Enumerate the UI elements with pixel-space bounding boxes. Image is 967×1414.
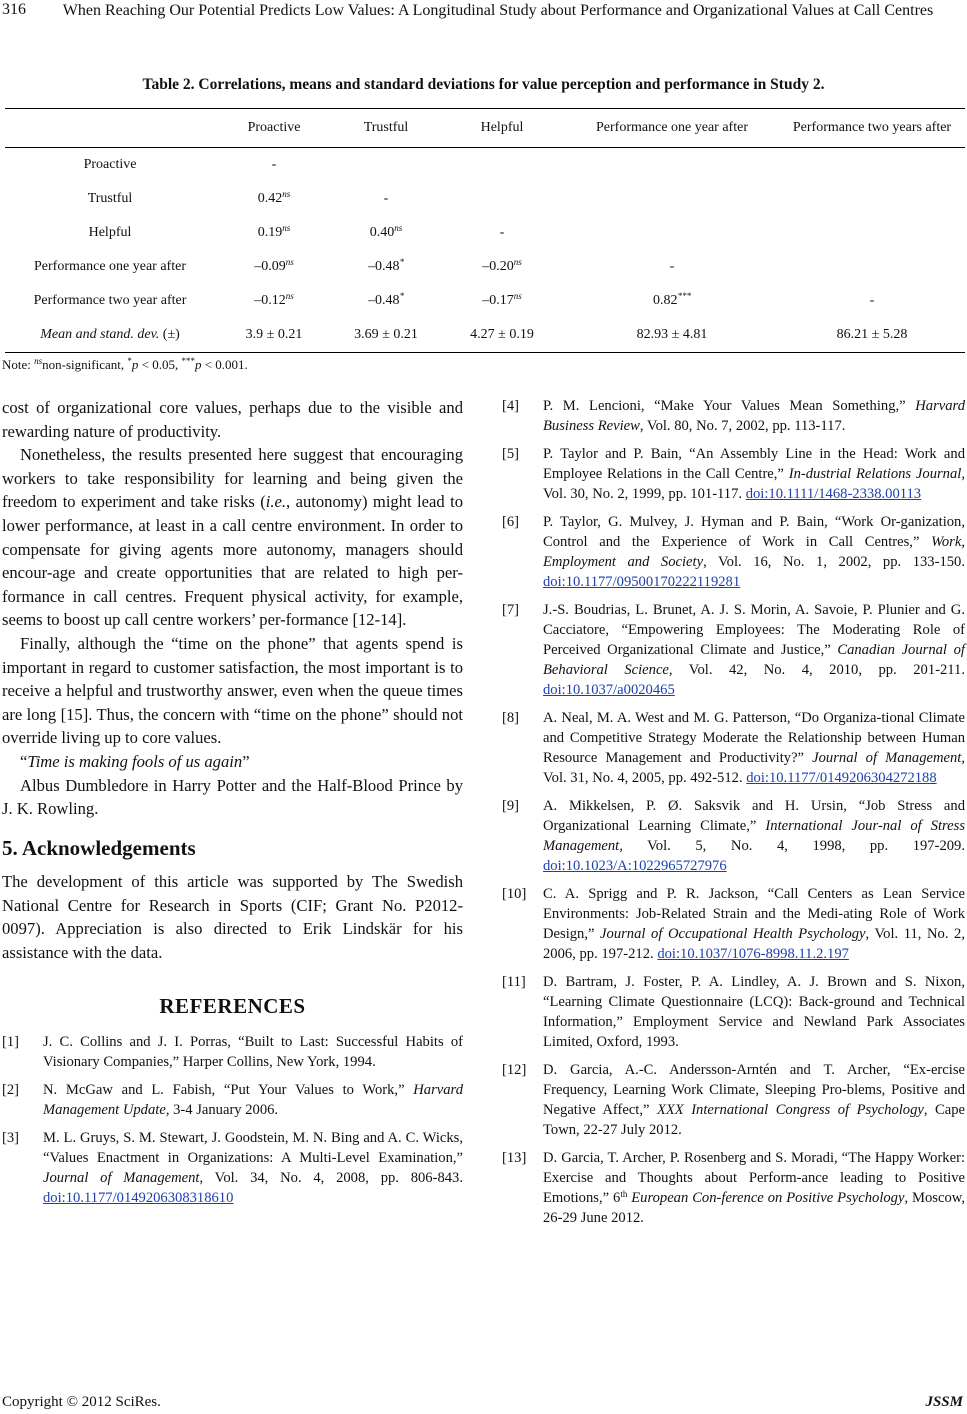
- table-cell: $0.19^{ns}$: [257, 223, 291, 240]
- row-label: Performance two year after: [33, 293, 187, 308]
- table-cell: [439, 148, 565, 183]
- table-cell: [779, 250, 965, 284]
- quote: “Time is making fools of us again”: [20, 751, 250, 771]
- table-cell: [439, 182, 565, 216]
- reference-item: [2] N. McGaw and L. Fabish, “Put Your Values to Work,” Harvard Management Update, 3-4 January 2006.: [2, 1082, 463, 1119]
- paragraph: Finally, although the “time on the phone” that agents spend is important in regard to customer satisfaction, the most important is to receive a helpful and trustworthy answer, even when the queue times are long [15]. Thus, the concern with “time on the phone” should not override living up to core values.: [2, 633, 463, 748]
- right-column: [502, 396, 965, 1236]
- left-column: [2, 396, 463, 1216]
- running-header: [0, 0, 967, 44]
- row-label: Performance one year after: [34, 259, 186, 274]
- reference-item: [5] P. Taylor and P. Bain, “An Assembly Line in the Head: Work and Employee Relations in the Call Centre,” In-dustrial Relations Journal, Vol. 30, No. 2, 1999, pp. 101-117. doi:10.1111/1468-2338.00113: [502, 446, 965, 502]
- table-cell: –0.48*: [368, 257, 404, 274]
- row-label: Helpful: [88, 225, 132, 240]
- reference-item: [8] A. Neal, M. A. West and M. G. Patterson, “Do Organiza-tional Climate and Competitive Strategy Moderate the Relationship between Human Resource Management and Productivity?” Journal of Management, Vol. 31, No. 4, 2005, pp. 492-512. doi:10.1177/0149206304272188: [502, 710, 965, 786]
- table-caption: Table 2. Correlations, means and standard deviations for value perception and performance in Study 2.: [142, 76, 825, 93]
- correlation-table: [5, 108, 965, 353]
- table-row: [5, 250, 965, 284]
- row-label: Trustful: [87, 191, 133, 206]
- reference-item: [13] D. Garcia, T. Archer, P. Rosenberg and S. Moradi, “The Happy Worker: Exercise and Thoughts about Perform-ance leading to Positive Emotions,” 6th European Con-ference on Positive Psychology, Moscow, 26-29 June 2012.: [502, 1150, 965, 1226]
- table-note: Note: $^{ns}$non-significant, *p < 0.05, ***p < 0.001.: [2, 356, 248, 372]
- table-cell: -: [383, 191, 389, 206]
- reference-item: [11] D. Bartram, J. Foster, P. A. Lindley, A. J. Brown and S. Nixon, “Learning Climate Questionnaire (LCQ): Back-ground and Technical Information,” Employment Service and Newland Park Associates Limited, Oxford, 1993.: [502, 974, 965, 1050]
- table-cell: 82.93 ± 4.81: [565, 318, 779, 353]
- reference-item: [6] P. Taylor, G. Mulvey, J. Hyman and P. Bain, “Work Or-ganization, Control and the Experience of Work in Call Centres,” Work, Employment and Society, Vol. 16, No. 1, 2002, pp. 133-150. doi:10.1177/09500170222119281: [502, 514, 965, 590]
- page-number: 316: [2, 1, 26, 18]
- table-header-cell: Performance two years after: [779, 109, 965, 148]
- table-cell: [779, 148, 965, 183]
- reference-item: [1] J. C. Collins and J. I. Porras, “Built to Last: Successful Habits of Visionary Companies,” Harper Collins, New York, 1994.: [2, 1034, 463, 1071]
- table-cell: -: [271, 157, 277, 172]
- table-header-cell: Proactive: [215, 109, 333, 148]
- copyright-notice: Copyright © 2012 SciRes.: [2, 1394, 161, 1410]
- section-heading: 5. Acknowledgements: [2, 835, 196, 860]
- table-cell: $-0.09^{ns}$: [254, 257, 294, 274]
- references-heading: REFERENCES: [159, 993, 306, 1018]
- doi-link[interactable]: doi:10.1111/1468-2338.00113: [745, 486, 922, 502]
- table-cell: -: [499, 225, 505, 240]
- running-title: When Reaching Our Potential Predicts Low Values: A Longitudinal Study about Performance and Organizational Values at Call Centres: [62, 2, 934, 19]
- table-cell: [333, 148, 439, 183]
- doi-link[interactable]: doi:10.1177/09500170222119281: [543, 574, 741, 590]
- reference-item: [4] P. M. Lencioni, “Make Your Values Mean Something,” Harvard Business Review, Vol. 80, No. 7, 2002, pp. 113-117.: [502, 398, 965, 434]
- row-label: Proactive: [83, 157, 137, 172]
- paragraph: Nonetheless, the results presented here suggest that encouraging workers to take responsibility for learning and being given the freedom to experiment and take risks (i.e., autonomy) might lead to lower performance, at least in a call centre environment. In order to compensate for giving agents more autonomy, managers should encour-age and create opportunities that are related to high per-formance in call centres. Frequent physical activity, for example, seems to boost up call centre workers’ per-formance [12-14].: [2, 445, 463, 630]
- table-cell: [565, 216, 779, 250]
- paragraph: cost of organizational core values, perhaps due to the visible and rewarding nature of productivity.: [2, 398, 463, 441]
- row-label: Mean and stand. dev. (±): [5, 318, 215, 353]
- table-cell: [779, 182, 965, 216]
- table-row: [5, 216, 965, 250]
- quote-attribution: Albus Dumbledore in Harry Potter and the Half-Blood Prince by J. K. Rowling.: [2, 775, 463, 819]
- table-row: [5, 284, 965, 318]
- table-cell: –0.48*: [368, 291, 404, 308]
- table-cell: $-0.17^{ns}$: [482, 291, 522, 308]
- table-cell: 4.27 ± 0.19: [439, 318, 565, 353]
- table-cell: -: [869, 293, 875, 308]
- table-cell: [565, 182, 779, 216]
- summary-row: [5, 318, 965, 353]
- table-cell: 3.69 ± 0.21: [333, 318, 439, 353]
- table-cell: 86.21 ± 5.28: [779, 318, 965, 353]
- table-row: [5, 148, 965, 183]
- table-cell: $0.40^{ns}$: [369, 223, 403, 240]
- table-header-cell: [5, 109, 215, 148]
- doi-link[interactable]: doi:10.1177/0149206308318610: [43, 1190, 234, 1207]
- table-cell: 3.9 ± 0.21: [215, 318, 333, 353]
- reference-item: [3] M. L. Gruys, S. M. Stewart, J. Goodstein, M. N. Bing and A. C. Wicks, “Values Enactment in Organizations: A Multi-Level Examination,” Journal of Management, Vol. 34, No. 4, 2008, pp. 806-843. doi:10.1177/0149206308318610: [2, 1130, 463, 1207]
- doi-link[interactable]: doi:10.1037/1076-8998.11.2.197: [657, 946, 849, 962]
- doi-link[interactable]: doi:10.1177/0149206304272188: [746, 770, 937, 786]
- table-header-row: [5, 109, 965, 148]
- reference-item: [7] J.-S. Boudrias, L. Brunet, A. J. S. Morin, A. Savoie, P. Plunier and G. Cacciatore, “Empowering Employees: The Moderating Role of Perceived Organizational Climate and Justice,” Canadian Journal of Behavioral Science, Vol. 42, No. 4, 2010, pp. 201-211. doi:10.1037/a0020465: [502, 602, 965, 698]
- table-row: [5, 182, 965, 216]
- reference-item: [10] C. A. Sprigg and P. R. Jackson, “Call Centers as Lean Service Environments: Job-Related Strain and the Medi-ating Role of Work Design,” Journal of Occupational Health Psychology, Vol. 11, No. 2, 2006, pp. 197-212. doi:10.1037/1076-8998.11.2.197: [502, 886, 965, 962]
- reference-item: [12] D. Garcia, A.-C. Andersson-Arntén and T. Archer, “Ex-ercise Frequency, Learning Work Climate, Sleeping Pro-blems, Positive and Negative Affect,” XXX International Congress of Psychology, Cape Town, 22-27 July 2012.: [502, 1062, 965, 1138]
- doi-link[interactable]: doi:10.1023/A:1022965727976: [543, 858, 727, 874]
- table-header-cell: Trustful: [333, 109, 439, 148]
- table-cell: $0.42^{ns}$: [257, 189, 291, 206]
- table-cell: $-0.12^{ns}$: [254, 291, 294, 308]
- reference-item: [9] A. Mikkelsen, P. Ø. Saksvik and H. Ursin, “Job Stress and Organizational Learning Climate,” International Jour-nal of Stress Management, Vol. 5, No. 4, 1998, pp. 197-209. doi:10.1023/A:1022965727976: [502, 798, 966, 874]
- table-cell: -: [669, 259, 675, 274]
- journal-name: JSSM: [925, 1394, 963, 1410]
- table-cell: [779, 216, 965, 250]
- doi-link[interactable]: doi:10.1037/a0020465: [543, 682, 675, 698]
- table-cell: 0.82***: [653, 291, 691, 308]
- table-cell: $-0.20^{ns}$: [482, 257, 522, 274]
- table-cell: [565, 148, 779, 183]
- table-header-cell: Helpful: [439, 109, 565, 148]
- paragraph: The development of this article was supported by The Swedish National Centre for Research in Sports (CIF; Grant No. P2012-0097). Appreciation is also directed to Erik Lindskär for his assistance with the data.: [2, 872, 463, 963]
- table-header-cell: Performance one year after: [565, 109, 779, 148]
